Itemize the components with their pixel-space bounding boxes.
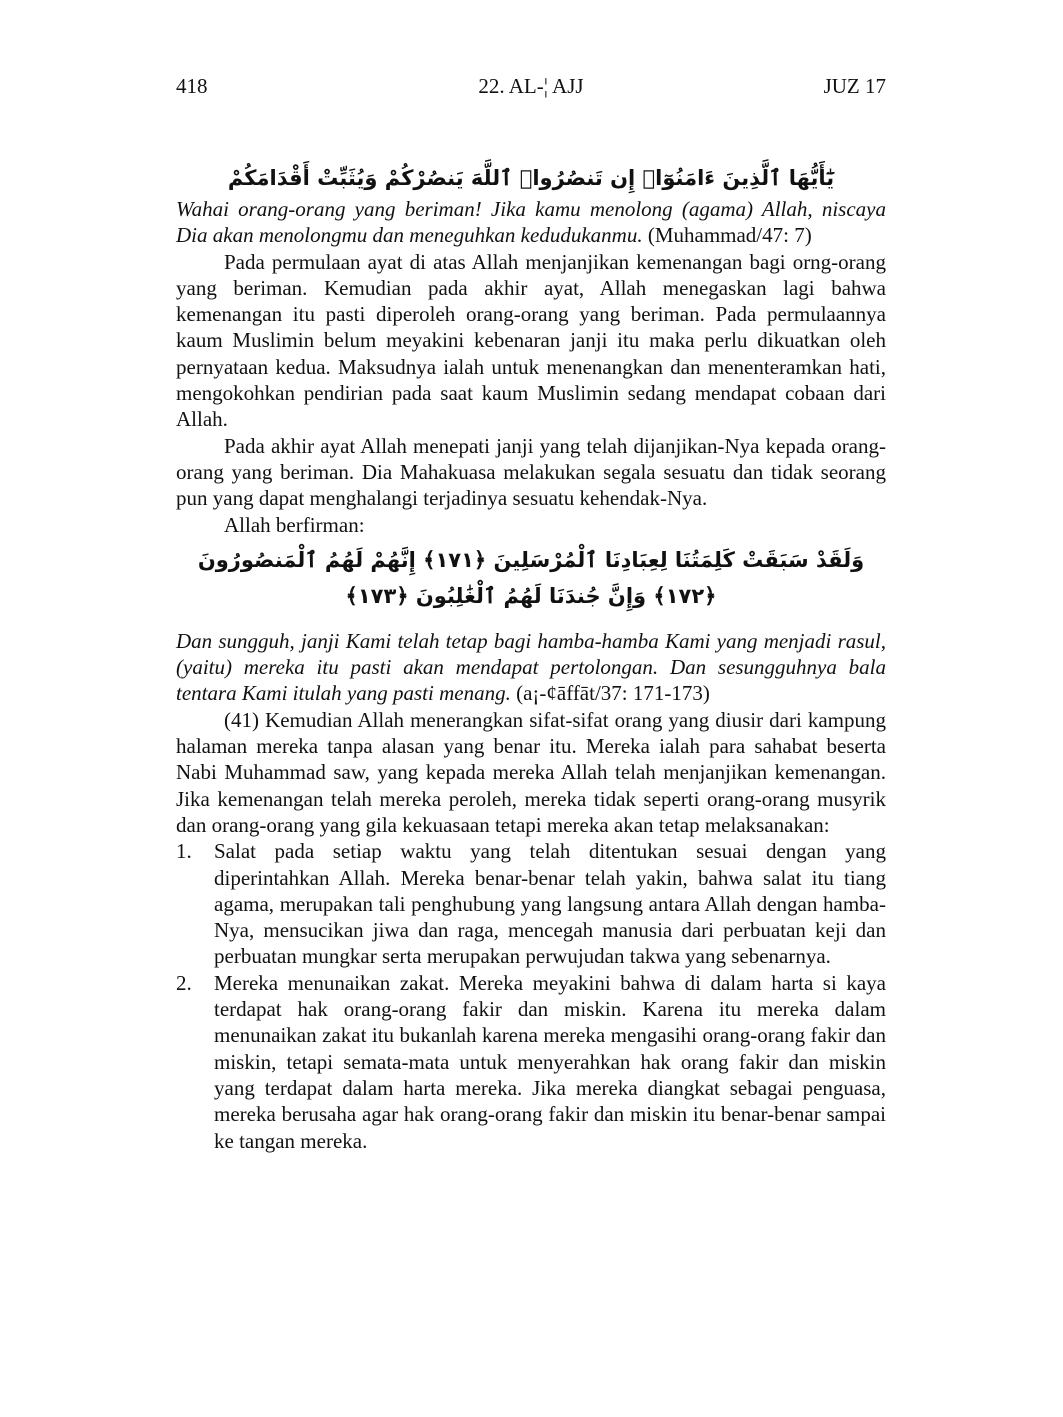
paragraph-41: (41) Kemudian Allah menerangkan sifat-sifat orang yang diusir dari kampung halaman mereka tanpa alasan yang benar itu. Mereka ialah para sahabat beserta Nabi Muhammad saw, yang kepada mereka Allah telah menjanjikan kemenangan. Jika kemenangan telah mereka peroleh, mereka tidak seperti orang-orang musyrik dan orang-orang yang gila kekuasaan tetapi mereka akan tetap melaksanakan: — [176, 707, 886, 837]
list-text: Mereka menunaikan zakat. Mereka meyakini bahwa di dalam harta si kaya terdapat hak orang-orang fakir dan miskin. Karena itu mereka dalam menunaikan zakat itu bukanlah karena mereka mengasihi orang-orang fakir dan miskin, tetapi semata-mata untuk menyerahkan hak orang fakir dan miskin yang terdapat dalam harta mereka. Jika mereka diangkat sebagai penguasa, mereka berusaha agar hak orang-orang fakir dan miskin itu benar-benar sampai ke tangan mereka. — [214, 970, 886, 1153]
list-number: 2. — [176, 970, 192, 995]
verse-2-translation: Dan sungguh, janji Kami telah tetap bagi hamba-hamba Kami yang menjadi rasul, (yaitu) mereka itu pasti akan mendapat pertolongan. Dan sesungguhnya bala tentara Kami itulah yang pasti menang. — [176, 628, 886, 706]
arabic-verse-2: وَلَقَدْ سَبَقَتْ كَلِمَتُنَا لِعِبَادِنَا ٱلْمُرْسَلِينَ ﴿١٧١﴾ إِنَّهُمْ لَهُمُ ٱلْمَنصُورُونَ ﴿١٧٢﴾ وَإِنَّ جُندَنَا لَهُمُ ٱلْغَٰلِبُونَ ﴿١٧٣﴾ — [197, 547, 865, 608]
verse-1-reference: (Muhammad/47: 7) — [647, 223, 812, 248]
paragraph: Pada akhir ayat Allah menepati janji yang telah dijanjikan-Nya kepada orang-orang yang beriman. Dia Mahakuasa melakukan segala sesuatu dan tidak seorang pun yang dapat menghalangi terjadinya sesuatu kehendak-Nya. — [176, 433, 886, 511]
paragraph: Pada permulaan ayat di atas Allah menjanjikan kemenangan bagi orng-orang yang beriman. Kemudian pada akhir ayat, Allah menegaskan lagi bahwa kemenangan itu pasti diperoleh orang-orang yang beriman. Pada permulaannya kaum Muslimin belum meyakini kebenaran janji itu maka perlu dikuatkan oleh pernyataan kedua. Maksudnya ialah untuk menenangkan dan menenteramkan hati, mengokohkan pendirian pada saat kaum Muslimin sedang mendapat cobaan dari Allah. — [176, 249, 886, 432]
numbered-list — [176, 838, 886, 1154]
arabic-verse-1: يَٰٓأَيُّهَا ٱلَّذِينَ ءَامَنُوٓا۟ إِن تَنصُرُوا۟ ٱللَّهَ يَنصُرْكُمْ وَيُثَبِّتْ أَقْدَامَكُمْ — [227, 166, 835, 190]
page-body — [176, 160, 886, 1154]
page-number: 418 — [176, 74, 208, 98]
list-text: Salat pada setiap waktu yang telah ditentukan sesuai dengan yang diperintahkan Allah. Mereka benar-benar telah yakin, bahwa salat itu tiang agama, merupakan tali penghubung yang langsung antara Allah dengan hamba-Nya, mensucikan jiwa dan raga, mencegah manusia dari perbuatan keji dan perbuatan mungkar serta merupakan perwujudan takwa yang sebenarnya. — [214, 839, 886, 969]
verse-1-translation: Wahai orang-orang yang beriman! Jika kamu menolong (agama) Allah, niscaya Dia akan menolongmu dan meneguhkan kedudukanmu. — [176, 197, 886, 248]
chapter-title: 22. AL-¦ AJJ — [478, 74, 584, 98]
paragraph: Allah berfirman: — [224, 512, 365, 537]
juz-label: JUZ 17 — [823, 74, 886, 98]
verse-1-translation-block — [176, 196, 886, 249]
verse-2-reference: (a¡-¢āffāt/37: 171-173) — [516, 681, 710, 706]
list-number: 1. — [176, 839, 192, 864]
verse-2-translation-block — [176, 628, 886, 707]
list-item — [176, 970, 886, 1154]
list-item — [176, 838, 886, 969]
page-header — [176, 74, 886, 100]
